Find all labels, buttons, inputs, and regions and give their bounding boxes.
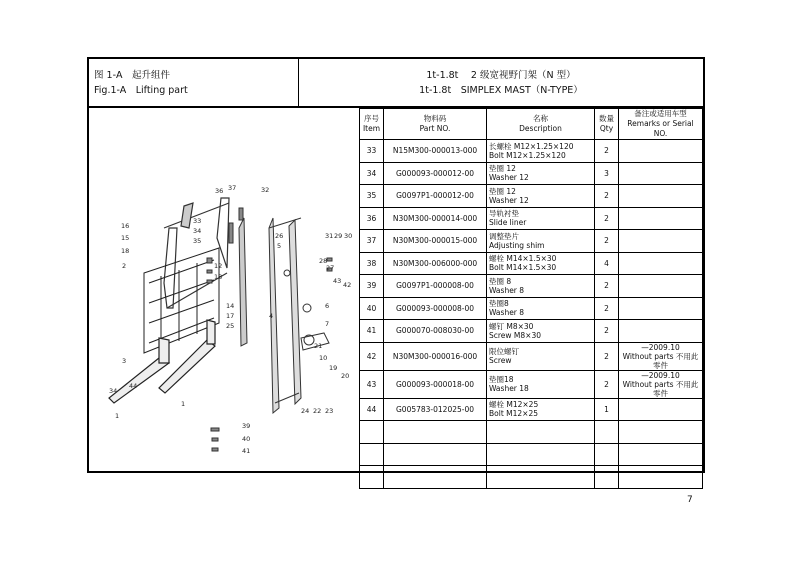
cell-qty: 2 [595, 185, 619, 208]
cell-item: 37 [360, 230, 384, 253]
table-row [360, 398, 703, 421]
cell-item: 42 [360, 342, 384, 370]
cell-part-no: N30M300-000016-000 [384, 342, 487, 370]
svg-text:1: 1 [115, 412, 120, 420]
cell-description: 螺栓 M14×1.5×30 Bolt M14×1.5×30 [487, 252, 595, 275]
svg-text:24: 24 [301, 407, 310, 415]
table-row [360, 252, 703, 275]
table-row [360, 185, 703, 208]
svg-text:25: 25 [226, 322, 235, 330]
svg-text:23: 23 [325, 407, 334, 415]
cell-part-no: G000093-000008-00 [384, 297, 487, 320]
col-remarks: 备注或适用车型 Remarks or Serial NO. [619, 109, 703, 140]
figure-caption-en: Fig.1-A Lifting part [94, 85, 188, 96]
svg-text:2: 2 [122, 262, 127, 270]
table-row [360, 207, 703, 230]
cell-qty: 2 [595, 320, 619, 343]
table-row [360, 443, 703, 466]
table-row [360, 421, 703, 444]
svg-text:15: 15 [121, 234, 130, 242]
cell-item: 43 [360, 370, 384, 398]
cell-remarks [619, 162, 703, 185]
document-frame [87, 57, 705, 473]
cell-remarks [619, 252, 703, 275]
svg-text:42: 42 [343, 281, 352, 289]
svg-text:41: 41 [242, 447, 251, 455]
svg-text:22: 22 [313, 407, 322, 415]
svg-text:43: 43 [333, 277, 342, 285]
figure-caption-cn: 图 1-A 起升组件 [94, 70, 170, 81]
cell-part-no [384, 421, 487, 444]
cell-item: 36 [360, 207, 384, 230]
svg-text:37: 37 [228, 184, 237, 192]
col-qty: 数量 Qty [595, 109, 619, 140]
cell-part-no: N30M300-006000-000 [384, 252, 487, 275]
cell-item: 41 [360, 320, 384, 343]
svg-text:34: 34 [193, 227, 202, 235]
cell-item [360, 443, 384, 466]
svg-text:17: 17 [226, 312, 235, 320]
table-row [360, 275, 703, 298]
svg-text:4: 4 [269, 312, 274, 320]
cell-qty: 4 [595, 252, 619, 275]
svg-text:26: 26 [275, 232, 284, 240]
table-header-row [360, 109, 703, 140]
svg-text:18: 18 [121, 247, 130, 255]
parts-table [359, 108, 703, 471]
svg-text:30: 30 [344, 232, 353, 240]
cell-item: 35 [360, 185, 384, 208]
cell-qty: 2 [595, 342, 619, 370]
inner-mast [239, 218, 329, 413]
svg-text:21: 21 [314, 342, 323, 350]
cell-qty: 1 [595, 398, 619, 421]
cell-description [487, 443, 595, 466]
svg-text:10: 10 [319, 354, 328, 362]
table-row [360, 230, 703, 253]
figure-caption [89, 59, 299, 108]
cell-part-no: N15M300-000013-000 [384, 140, 487, 163]
page-title [299, 59, 703, 108]
cell-description: 垫圈 8 Washer 8 [487, 275, 595, 298]
cell-description: 导轨衬垫 Slide liner [487, 207, 595, 230]
table-row [360, 140, 703, 163]
cell-item [360, 466, 384, 489]
cell-part-no: G000093-000018-00 [384, 370, 487, 398]
col-item: 序号 Item [360, 109, 384, 140]
cell-item: 34 [360, 162, 384, 185]
cell-description: 垫圈8 Washer 8 [487, 297, 595, 320]
table-row [360, 370, 703, 398]
cell-part-no: G0097P1-000008-00 [384, 275, 487, 298]
cell-remarks [619, 207, 703, 230]
svg-text:44: 44 [129, 382, 138, 390]
cell-remarks [619, 230, 703, 253]
svg-text:39: 39 [242, 422, 251, 430]
cell-description [487, 421, 595, 444]
table-row [360, 342, 703, 370]
table-row [360, 320, 703, 343]
cell-description: 调整垫片 Adjusting shim [487, 230, 595, 253]
cell-qty [595, 421, 619, 444]
svg-text:3: 3 [122, 357, 127, 365]
cell-description: 长螺栓 M12×1.25×120 Bolt M12×1.25×120 [487, 140, 595, 163]
svg-text:19: 19 [329, 364, 338, 372]
svg-text:27: 27 [326, 264, 335, 272]
svg-text:12: 12 [214, 262, 223, 270]
svg-text:14: 14 [226, 302, 235, 310]
cell-remarks [619, 275, 703, 298]
cell-item: 44 [360, 398, 384, 421]
cell-remarks [619, 421, 703, 444]
cell-remarks: —2009.10 Without parts 不用此零件 [619, 342, 703, 370]
cell-part-no: G000093-000012-00 [384, 162, 487, 185]
svg-text:29: 29 [334, 232, 343, 240]
mast-drawing-svg [89, 108, 361, 471]
page-title-cn: 1t-1.8t 2 级宽视野门架（N 型） [426, 70, 576, 81]
cell-remarks [619, 185, 703, 208]
cell-remarks [619, 140, 703, 163]
svg-text:28: 28 [319, 257, 328, 265]
svg-text:1: 1 [181, 400, 186, 408]
table-row [360, 162, 703, 185]
cell-qty: 2 [595, 275, 619, 298]
cell-part-no [384, 443, 487, 466]
col-description: 名称 Description [487, 109, 595, 140]
cell-item: 33 [360, 140, 384, 163]
cell-qty: 2 [595, 140, 619, 163]
cell-item: 39 [360, 275, 384, 298]
cell-part-no: N30M300-000015-000 [384, 230, 487, 253]
cell-part-no: G000070-008030-00 [384, 320, 487, 343]
svg-text:16: 16 [121, 222, 130, 230]
svg-text:6: 6 [325, 302, 330, 310]
cell-qty [595, 466, 619, 489]
cell-description: 限位螺钉 Screw [487, 342, 595, 370]
cell-item: 40 [360, 297, 384, 320]
table-row [360, 297, 703, 320]
svg-text:33: 33 [193, 217, 202, 225]
cell-description: 垫圈 12 Washer 12 [487, 185, 595, 208]
cell-qty: 2 [595, 230, 619, 253]
cell-remarks [619, 443, 703, 466]
cell-remarks [619, 398, 703, 421]
col-part-no: 物料码 Part NO. [384, 109, 487, 140]
cell-remarks [619, 320, 703, 343]
cell-remarks: —2009.10 Without parts 不用此零件 [619, 370, 703, 398]
cell-part-no: N30M300-000014-000 [384, 207, 487, 230]
svg-text:40: 40 [242, 435, 251, 443]
cell-part-no: G005783-012025-00 [384, 398, 487, 421]
svg-text:31: 31 [325, 232, 334, 240]
cell-remarks [619, 297, 703, 320]
cell-qty: 2 [595, 297, 619, 320]
cell-qty: 3 [595, 162, 619, 185]
cell-qty [595, 443, 619, 466]
cell-item: 38 [360, 252, 384, 275]
cell-remarks [619, 466, 703, 489]
cell-qty: 2 [595, 370, 619, 398]
svg-text:36: 36 [215, 187, 224, 195]
cell-description: 螺钉 M8×30 Screw M8×30 [487, 320, 595, 343]
cell-description: 垫圈 12 Washer 12 [487, 162, 595, 185]
cell-description: 垫圈18 Washer 18 [487, 370, 595, 398]
cell-description [487, 466, 595, 489]
svg-text:5: 5 [277, 242, 282, 250]
cell-part-no: G0097P1-000012-00 [384, 185, 487, 208]
cell-description: 螺栓 M12×25 Bolt M12×25 [487, 398, 595, 421]
table-row [360, 466, 703, 489]
exploded-view-drawing [89, 108, 361, 471]
svg-text:7: 7 [325, 320, 330, 328]
page-number: 7 [687, 495, 693, 505]
svg-text:35: 35 [193, 237, 202, 245]
cell-part-no [384, 466, 487, 489]
cell-qty: 2 [595, 207, 619, 230]
svg-text:32: 32 [261, 186, 270, 194]
page-title-en: 1t-1.8t SIMPLEX MAST（N-TYPE） [419, 85, 583, 96]
svg-text:13: 13 [214, 273, 223, 281]
svg-text:34: 34 [109, 387, 118, 395]
svg-text:20: 20 [341, 372, 350, 380]
cell-item [360, 421, 384, 444]
